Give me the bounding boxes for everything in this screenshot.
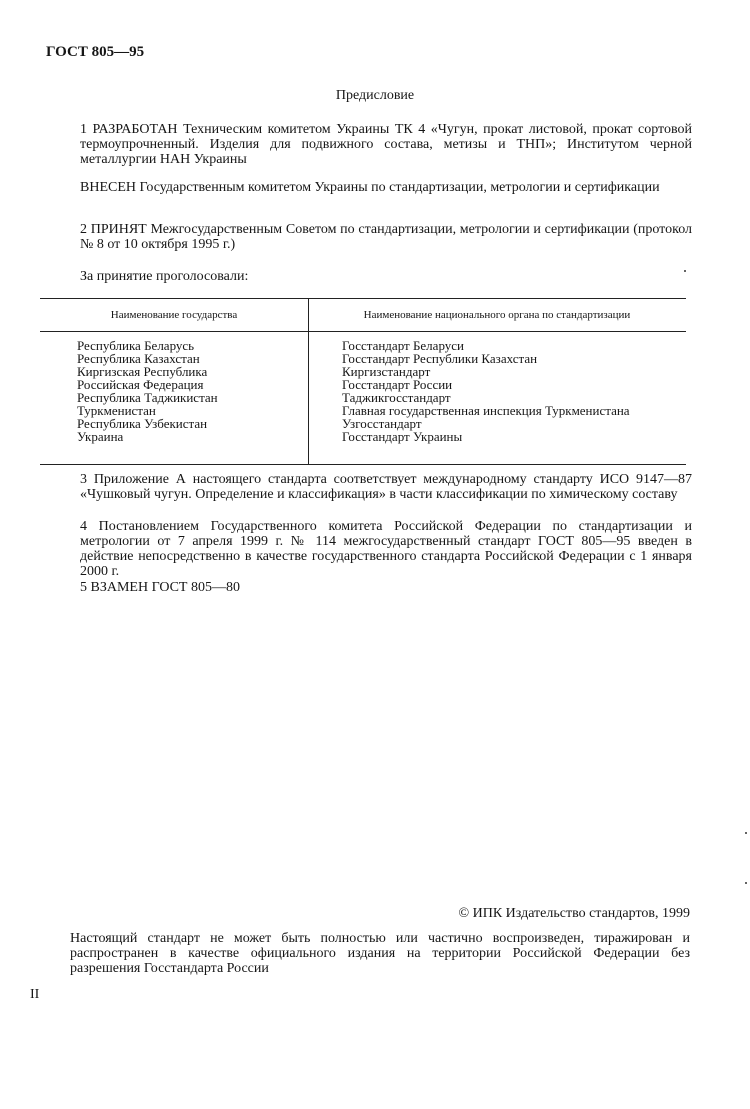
paragraph-text: ВНЕСЕН Государственным комитетом Украины по стандартизации, метрологии и сертификации (80, 180, 660, 195)
paragraph-resolution (48, 519, 692, 579)
scan-speck (745, 832, 747, 834)
document-code: ГОСТ 805—95 (46, 44, 145, 60)
table-cell: Госстандарт России (342, 377, 453, 392)
bodies-column (342, 339, 630, 443)
table-cell: Украина (77, 429, 124, 444)
paragraph-text: За принятие проголосовали: (80, 269, 249, 284)
table-cell: Республика Узбекистан (77, 416, 208, 431)
table-cell: Госстандарт Беларуси (342, 338, 464, 353)
table-cell: Госстандарт Украины (342, 429, 463, 444)
header-divider (40, 331, 686, 332)
paragraph-text: 5 ВЗАМЕН ГОСТ 805—80 (80, 580, 240, 595)
scan-speck (684, 270, 686, 272)
paragraph-submitted (48, 180, 692, 195)
table-cell: Российская Федерация (77, 377, 204, 392)
paragraph-replaces (48, 580, 692, 595)
foreword-title: Предисловие (335, 88, 415, 103)
table-cell: Главная государственная инспекция Туркменистана (342, 403, 630, 418)
copyright-line: © ИПК Издательство стандартов, 1999 (458, 906, 690, 921)
column-divider (308, 299, 309, 464)
table-cell: Госстандарт Республики Казахстан (342, 351, 538, 366)
table-cell: Республика Казахстан (77, 351, 200, 366)
scan-speck (745, 882, 747, 884)
page-number: II (30, 987, 40, 1002)
paragraph-text: 2 ПРИНЯТ Межгосударственным Советом по стандартизации, метрологии и сертификации (протокол № 8 от 10 октября 1995 г.) (80, 222, 692, 252)
paragraph-annex (48, 472, 692, 502)
table-cell: Республика Таджикистан (77, 390, 218, 405)
voting-table (40, 298, 686, 465)
states-column (77, 339, 218, 443)
table-cell: Киргизская Республика (77, 364, 208, 379)
paragraph-text: 4 Постановлением Государственного комитета Российской Федерации по стандартизации и метрологии от 7 апреля 1999 г. № 114 межгосударственный стандарт ГОСТ 805—95 введен в действие непосредственно в качестве государственного стандарта Российской Федерации с 1 января 2000 г. (80, 519, 692, 579)
paragraph-adopted (48, 222, 692, 252)
table-header-body: Наименование национального органа по стандартизации (363, 309, 631, 321)
paragraph-voted (48, 269, 692, 284)
table-cell: Киргизстандарт (342, 364, 431, 379)
table-header-state: Наименование государства (110, 309, 238, 321)
paragraph-developed (48, 122, 692, 167)
table-cell: Республика Беларусь (77, 338, 195, 353)
table-cell: Узгосстандарт (342, 416, 422, 431)
table-cell: Таджикгосстандарт (342, 390, 451, 405)
reproduction-notice (46, 931, 690, 976)
table-cell: Туркменистан (77, 403, 156, 418)
paragraph-text: 1 РАЗРАБОТАН Техническим комитетом Украины ТК 4 «Чугун, прокат листовой, прокат сортовой термоупрочненный. Изделия для подвижного состава, метизы и ТНП»; Институтом черной металлургии НАН Украины (80, 122, 692, 167)
notice-text: Настоящий стандарт не может быть полностью или частично воспроизведен, тиражирован и распространен в качестве официального издания на территории Российской Федерации без разрешения Госстандарта России (70, 931, 690, 976)
paragraph-text: 3 Приложение А настоящего стандарта соответствует международному стандарту ИСО 9147—87 «Чушковый чугун. Определение и классификация» в части классификации по химическому составу (80, 472, 692, 502)
